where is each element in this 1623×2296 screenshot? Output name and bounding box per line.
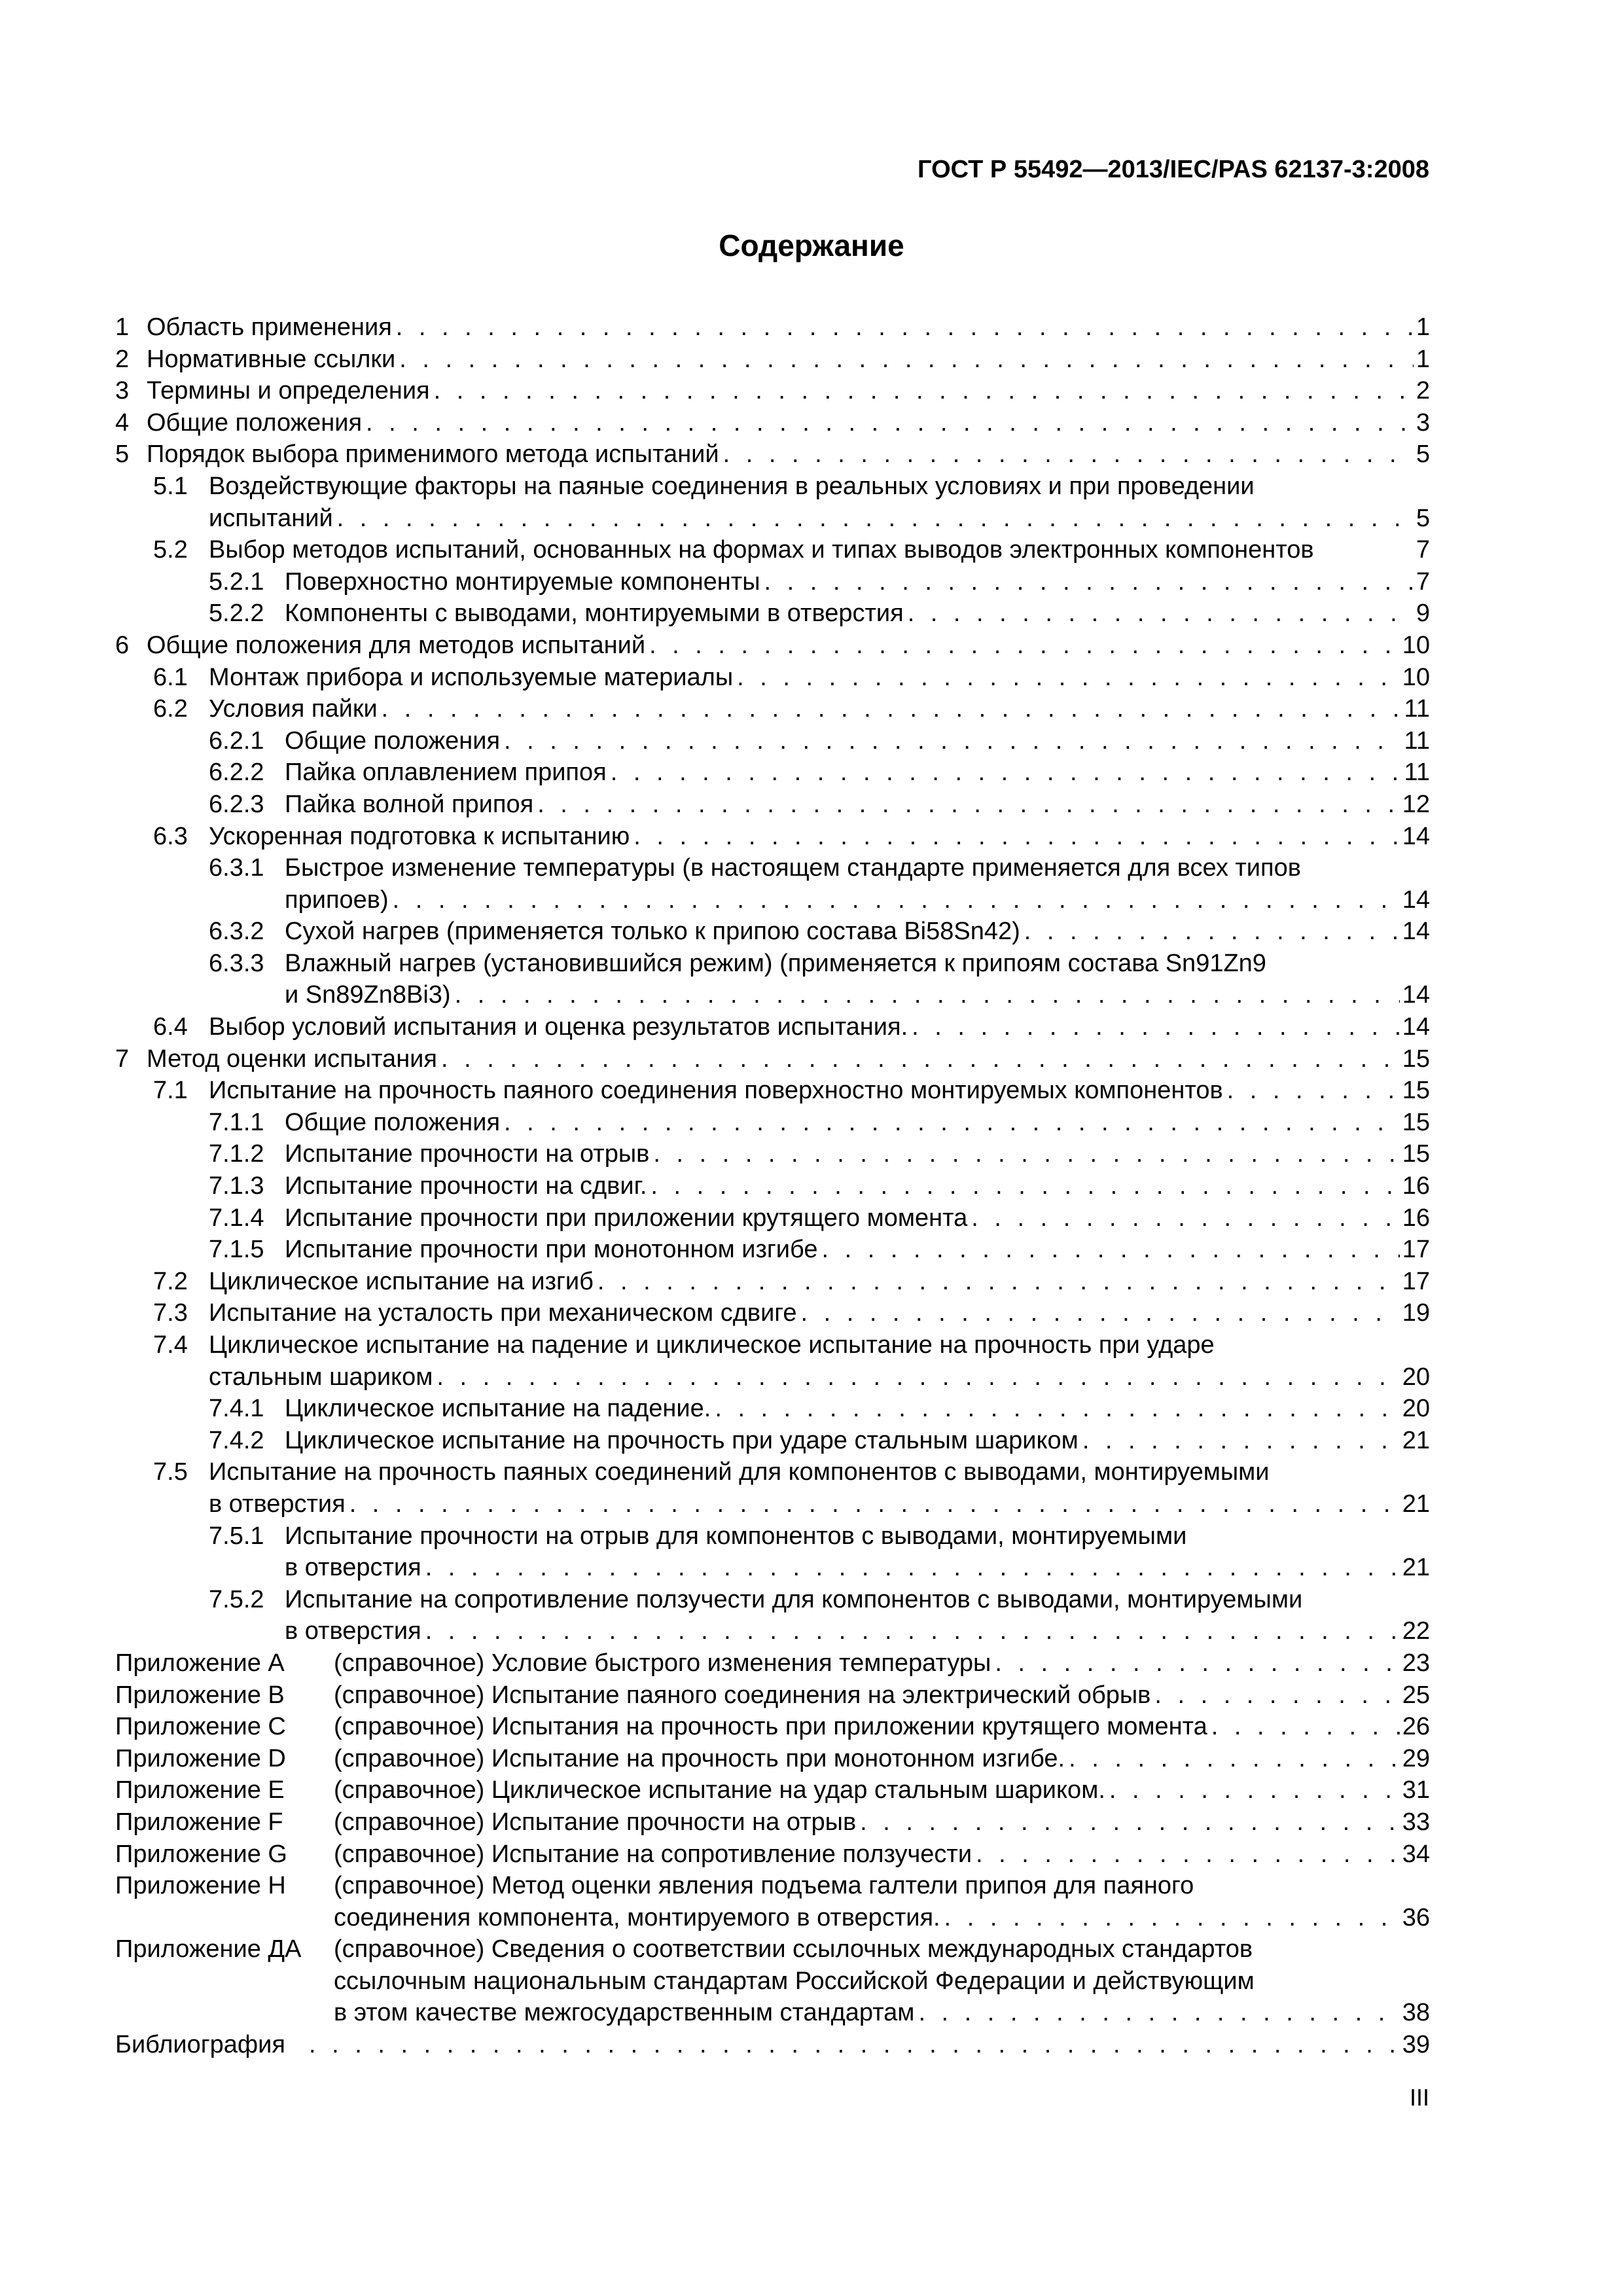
toc-entry-number: Приложение ДА [115,1935,302,1964]
toc-entry[interactable] [115,1774,1430,1806]
toc-entry-page: 11 [1404,726,1430,755]
toc-entry-number: 5.2.1 [209,567,264,596]
toc-entry-page: 12 [1402,790,1430,818]
toc-entry[interactable] [115,1965,1430,1998]
dot-leader [972,1839,1400,1871]
toc-entry-title: Выбор методов испытаний, основанных на формах и типах выводов электронных компонентов [209,536,1314,564]
toc-entry-page: 14 [1402,981,1430,1009]
toc-entry-page: 7 [1416,536,1430,564]
dot-leader [856,1806,1400,1839]
toc-entry-title: (справочное) Испытание на прочность при монотонном изгибе. [334,1744,1065,1772]
toc-entry-number: Приложение Н [115,1872,286,1900]
toc-entry[interactable] [115,979,1430,1011]
table-of-contents [115,312,1430,2061]
dot-leader [817,1234,1399,1266]
dot-leader [607,757,1402,789]
toc-entry[interactable] [115,1393,1430,1425]
toc-entry-page: 15 [1402,1077,1430,1105]
toc-entry-title: (справочное) Циклическое испытание на удар стальным шариком. [334,1776,1105,1804]
toc-entry-page: 5 [1416,440,1430,469]
toc-entry-title: (справочное) Испытание паяного соединения на электрический обрыв [334,1681,1151,1709]
toc-entry[interactable] [115,1615,1430,1647]
dot-leader [395,344,1414,376]
toc-entry-page: 17 [1402,1267,1430,1295]
toc-entry-title: Испытание прочности на сдвиг. [285,1172,647,1200]
document-header: ГОСТ Р 55492—2013/IEC/PAS 62137-3:2008 [918,156,1429,183]
dot-leader [904,598,1414,630]
toc-entry-page: 11 [1404,759,1430,787]
toc-entry-title: Метод оценки испытания [147,1045,437,1073]
toc-entry-number: 7.5 [153,1458,188,1486]
toc-entry[interactable] [115,1202,1430,1234]
toc-entry-number: 7.2 [153,1267,188,1295]
toc-entry-page: 38 [1402,1999,1430,2027]
toc-entry-page: 15 [1402,1108,1430,1136]
toc-entry-page: 25 [1402,1681,1430,1709]
dot-leader [362,407,1414,439]
toc-entry-title: в отверстия [285,1554,421,1582]
toc-entry-title: стальным шариком [209,1363,433,1391]
dot-leader [1207,1711,1400,1743]
toc-entry-title: соединения компонента, монтируемого в отверстия. [334,1903,940,1931]
toc-entry[interactable] [115,1902,1430,1934]
dot-leader [967,1202,1399,1234]
toc-entry[interactable] [115,503,1430,535]
dot-leader [630,821,1399,853]
toc-entry-number: 6.1 [153,663,188,691]
toc-entry-title: Сухой нагрев (применяется только к припою состава Bi58Sn42) [285,918,1020,946]
dot-leader [437,1043,1400,1075]
dot-leader [908,1011,1400,1043]
toc-entry-title: испытаний [209,504,333,532]
toc-entry-page: 5 [1416,504,1430,532]
toc-entry[interactable] [115,757,1430,789]
toc-entry-number: 7.4.2 [209,1426,264,1454]
toc-entry-number: Приложение В [115,1681,285,1709]
toc-entry-title: Условия пайки [209,695,378,723]
toc-entry[interactable] [115,1552,1430,1584]
dot-leader [392,312,1414,344]
toc-entry-page: 17 [1402,1236,1430,1264]
toc-entry-page: 20 [1402,1363,1430,1391]
toc-entry-page: 15 [1402,1045,1430,1073]
toc-entry[interactable] [115,312,1430,344]
toc-entry-title: Порядок выбора применимого метода испытаний [147,440,719,469]
toc-entry-page: 34 [1402,1840,1430,1868]
toc-entry-title: Монтаж прибора и используемые материалы [209,663,734,691]
toc-entry[interactable] [115,1075,1430,1107]
toc-entry-number: 6.2.2 [209,759,264,787]
dot-leader [1105,1774,1400,1806]
toc-entry-title: в этом качестве межгосударственным стандартам [334,1999,915,2027]
toc-entry-page: 21 [1402,1490,1430,1518]
toc-entry-title: (справочное) Метод оценки явления подъема галтели припоя для паяного [334,1872,1194,1900]
toc-entry-title: (справочное) Испытание прочности на отрыв [334,1808,857,1836]
toc-entry-title: Испытание на сопротивление ползучести для компонентов с выводами, монтируемыми [285,1585,1303,1613]
toc-entry-number: Приложение G [115,1840,287,1868]
page-number: III [1409,2084,1429,2111]
toc-entry[interactable] [115,1870,1430,1902]
toc-entry-page: 2 [1416,377,1430,405]
toc-entry-title: Нормативные ссылки [147,345,396,373]
toc-entry-title: Компоненты с выводами, монтируемыми в отверстия [285,600,904,628]
dot-leader [533,789,1400,821]
toc-entry-number: 3 [115,377,130,405]
toc-entry-page: 14 [1402,918,1430,946]
dot-leader [594,1266,1400,1298]
toc-entry-page: 33 [1402,1808,1430,1836]
toc-entry-page: 36 [1402,1903,1430,1931]
toc-entry[interactable] [115,1234,1430,1266]
toc-entry-page: 19 [1402,1299,1430,1327]
toc-entry[interactable] [115,1456,1430,1488]
toc-entry-page: 39 [1402,2031,1430,2059]
toc-entry-number: 6 [115,631,130,659]
toc-entry-number: 6.4 [153,1013,188,1041]
toc-entry-title: Общие положения [285,726,501,755]
toc-entry-page: 21 [1402,1426,1430,1454]
toc-entry[interactable] [115,1839,1430,1871]
dot-leader [1150,1679,1399,1712]
toc-entry-number: 7.5.2 [209,1585,264,1613]
toc-entry-page: 23 [1402,1649,1430,1677]
toc-entry-title: Циклическое испытание на падение. [285,1395,711,1423]
toc-entry-title: Общие положения [147,408,363,437]
dot-leader [1065,1743,1400,1775]
toc-entry-title: и Sn89Zn8Bi3) [285,981,451,1009]
dot-leader [796,1297,1399,1329]
toc-entry-number: 4 [115,408,130,437]
toc-entry-number: Приложение А [115,1649,285,1677]
toc-entry-page: 22 [1402,1617,1430,1645]
dot-leader [711,1393,1399,1425]
dot-leader [1079,1425,1400,1457]
toc-entry-number: 7.3 [153,1299,188,1327]
toc-entry-page: 16 [1402,1204,1430,1232]
toc-entry-title: Циклическое испытание на изгиб [209,1267,594,1295]
toc-entry[interactable] [115,1743,1430,1775]
toc-entry-number: Библиография [115,2031,285,2059]
toc-entry[interactable] [115,1297,1430,1329]
toc-entry[interactable] [115,439,1430,471]
toc-entry-number: 7.1.2 [209,1140,264,1168]
toc-entry-title: Пайка волной припоя [285,790,534,818]
toc-entry-number: 2 [115,345,130,373]
toc-entry-page: 14 [1402,822,1430,850]
dot-leader [719,439,1414,471]
toc-entry-title: (справочное) Испытание на сопротивление ползучести [334,1840,972,1868]
toc-entry-number: 7.1.3 [209,1172,264,1200]
dot-leader [430,375,1414,407]
dot-leader [1223,1075,1400,1107]
dot-leader [1020,916,1400,948]
toc-entry-title: ссылочным национальным стандартам Российской Федерации и действующим [334,1967,1255,1995]
toc-entry-title: Термины и определения [147,377,430,405]
toc-entry[interactable] [115,1520,1430,1552]
toc-entry-number: 6.3.1 [209,854,264,882]
toc-entry-number: Приложение F [115,1808,283,1836]
toc-entry-title: Испытание на усталость при механическом сдвиге [209,1299,797,1327]
toc-entry[interactable] [115,1679,1430,1712]
toc-entry[interactable] [115,1997,1430,2029]
toc-entry-number: 5 [115,440,130,469]
toc-entry-page: 21 [1402,1554,1430,1582]
dot-leader [733,662,1400,694]
toc-entry[interactable] [115,2029,1430,2061]
toc-entry-page: 14 [1402,1013,1430,1041]
toc-entry[interactable] [115,693,1430,725]
toc-entry-title: Воздействующие факторы на паяные соединения в реальных условиях и при проведении [209,472,1255,500]
toc-entry-page: 16 [1402,1172,1430,1200]
toc-entry[interactable] [115,916,1430,948]
dot-leader [760,566,1414,598]
toc-entry-number: 6.3.2 [209,918,264,946]
toc-entry[interactable] [115,375,1430,407]
toc-entry-title: Испытание на прочность паяного соединения поверхностно монтируемых компонентов [209,1077,1223,1105]
toc-entry[interactable] [115,598,1430,630]
toc-entry[interactable] [115,1806,1430,1839]
dot-leader [389,884,1400,916]
toc-entry-number: 5.2.2 [209,600,264,628]
dot-leader [645,630,1400,662]
toc-entry[interactable] [115,662,1430,694]
toc-entry[interactable] [115,407,1430,439]
toc-entry-page: 11 [1404,695,1430,723]
toc-entry[interactable] [115,948,1430,980]
toc-entry-number: 7.1.5 [209,1236,264,1264]
toc-entry-page: 14 [1402,886,1430,914]
toc-entry-title: Ускоренная подготовка к испытанию [209,822,630,850]
toc-entry-title: Поверхностно монтируемые компоненты [285,567,760,596]
dot-leader [378,693,1402,725]
toc-entry-page: 9 [1416,600,1430,628]
toc-entry-number: 6.3 [153,822,188,850]
toc-entry[interactable] [115,884,1430,916]
toc-entry-page: 15 [1402,1140,1430,1168]
toc-entry-title: Испытание прочности при монотонном изгибе [285,1236,818,1264]
toc-entry[interactable] [115,1425,1430,1457]
dot-leader [346,1488,1400,1520]
toc-entry[interactable] [115,534,1430,566]
toc-entry[interactable] [115,1043,1430,1075]
toc-entry-title: Быстрое изменение температуры (в настоящем стандарте применяется для всех типов [285,854,1301,882]
toc-entry-title: Испытание прочности на отрыв [285,1140,650,1168]
toc-entry[interactable] [115,852,1430,884]
toc-entry-number: 6.3.3 [209,949,264,977]
toc-entry[interactable] [115,1361,1430,1393]
toc-entry-number: 7 [115,1045,130,1073]
toc-entry-title: Общие положения [285,1108,501,1136]
toc-entry-number: 7.4.1 [209,1395,264,1423]
toc-entry[interactable] [115,1329,1430,1361]
toc-entry-number: 7.1.4 [209,1204,264,1232]
toc-entry[interactable] [115,1647,1430,1679]
toc-entry-number: Приложение С [115,1713,286,1741]
toc-entry-number: 5.1 [153,472,188,500]
toc-entry[interactable] [115,630,1430,662]
toc-entry-number: Приложение D [115,1744,286,1772]
dot-leader [421,1615,1400,1647]
toc-entry[interactable] [115,725,1430,757]
toc-entry-number: 5.2 [153,536,188,564]
toc-entry-title: припоев) [285,886,389,914]
toc-entry[interactable] [115,566,1430,598]
toc-entry-title: Выбор условий испытания и оценка результатов испытания. [209,1013,908,1041]
toc-entry[interactable] [115,344,1430,376]
toc-entry-page: 1 [1416,314,1430,341]
toc-entry[interactable] [115,1107,1430,1139]
dot-leader [940,1902,1400,1934]
dot-leader [333,503,1414,535]
toc-entry-title: Испытание на прочность паяных соединений для компонентов с выводами, монтируемыми [209,1458,1270,1486]
dot-leader [305,2029,1400,2061]
toc-entry-title: Влажный нагрев (установившийся режим) (применяется к припоям состава Sn91Zn9 [285,949,1266,977]
toc-entry-page: 20 [1402,1395,1430,1423]
toc-entry-page: 3 [1416,408,1430,437]
dot-leader [914,1997,1399,2029]
toc-entry-title: в отверстия [285,1617,421,1645]
toc-entry-title: (справочное) Сведения о соответствии ссылочных международных стандартов [334,1935,1253,1964]
toc-entry[interactable] [115,1011,1430,1043]
dot-leader [649,1138,1399,1170]
toc-entry-page: 31 [1402,1776,1430,1804]
toc-entry-number: 6.2 [153,695,188,723]
toc-entry[interactable] [115,821,1430,853]
toc-entry-title: Общие положения для методов испытаний [147,631,646,659]
toc-entry-number: Приложение Е [115,1776,285,1804]
toc-entry-number: 6.2.3 [209,790,264,818]
toc-entry[interactable] [115,1266,1430,1298]
toc-entry-number: 7.1 [153,1077,188,1105]
toc-entry-number: 7.5.1 [209,1522,264,1550]
toc-entry-page: 10 [1402,663,1430,691]
toc-entry-page: 10 [1402,631,1430,659]
toc-entry-title: в отверстия [209,1490,346,1518]
toc-entry-page: 29 [1402,1744,1430,1772]
toc-entry-title: (справочное) Условие быстрого изменения температуры [334,1649,991,1677]
toc-entry-title: Область применения [147,314,392,341]
toc-entry-title: Циклическое испытание на падение и циклическое испытание на прочность при ударе [209,1331,1215,1359]
dot-leader [500,725,1402,757]
dot-leader [421,1552,1400,1584]
dot-leader [451,979,1400,1011]
dot-leader [433,1361,1399,1393]
toc-entry[interactable] [115,1584,1430,1616]
toc-entry[interactable] [115,789,1430,821]
toc-entry-number: 7.1.1 [209,1108,264,1136]
dot-leader [500,1107,1400,1139]
toc-entry-number: 1 [115,314,130,341]
toc-entry[interactable] [115,1933,1430,1965]
dot-leader [991,1647,1399,1679]
toc-entry-title: Пайка оплавлением припоя [285,759,607,787]
toc-entry-page: 1 [1416,345,1430,373]
toc-entry-title: Испытание прочности при приложении крутящего момента [285,1204,968,1232]
page-title: Содержание [719,228,904,262]
toc-entry-page: 7 [1416,567,1430,596]
toc-entry[interactable] [115,1711,1430,1743]
toc-entry[interactable] [115,471,1430,503]
toc-entry-title: (справочное) Испытания на прочность при приложении крутящего момента [334,1713,1207,1741]
toc-entry-title: Циклическое испытание на прочность при ударе стальным шариком [285,1426,1079,1454]
toc-entry-number: 6.2.1 [209,726,264,755]
dot-leader [647,1170,1399,1202]
toc-entry[interactable] [115,1170,1430,1202]
toc-entry[interactable] [115,1138,1430,1170]
toc-entry-title: Испытание прочности на отрыв для компонентов с выводами, монтируемыми [285,1522,1187,1550]
toc-entry[interactable] [115,1488,1430,1520]
toc-entry-number: 7.4 [153,1331,188,1359]
toc-entry-page: 26 [1402,1713,1430,1741]
